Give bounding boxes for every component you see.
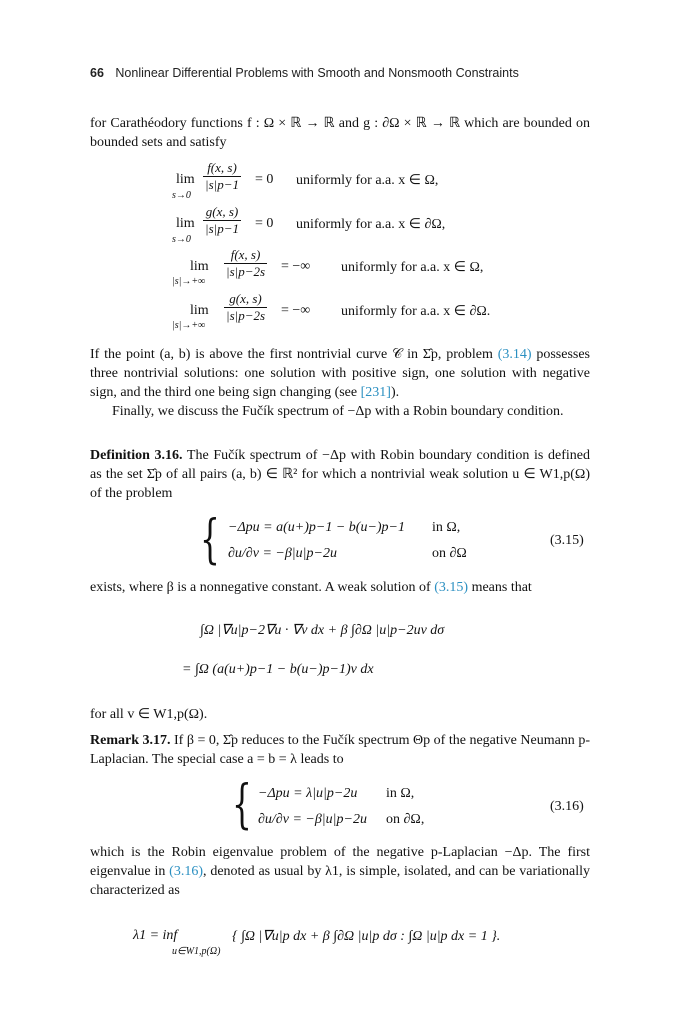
lim-under: s→0 <box>172 234 191 245</box>
definition-text: The Fučík spectrum of −Δp with Robin boundary condition is defined as the set Σ̂p of all pairs (a, b) ∈ ℝ² for which a nontrivial weak solution u ∈ W1,p(Ω) of the problem <box>90 448 590 501</box>
lim-relation: = 0 <box>255 172 274 187</box>
weak-line-1: ∫Ω |∇u|p−2∇u · ∇v dx + β ∫∂Ω |u|p−2uv dσ <box>200 623 445 638</box>
fraction-num: g(x, s) <box>229 291 262 306</box>
lim-relation: = −∞ <box>281 303 311 318</box>
paragraph-exists <box>90 578 590 597</box>
eq-domain-2: on ∂Ω, <box>386 812 425 827</box>
weak-line-2: = ∫Ω (a(u+)p−1 − b(u−)p−1)v dx <box>182 662 374 677</box>
left-brace: { <box>200 510 220 570</box>
page-number: 66 <box>90 66 104 80</box>
eq-domain-1: in Ω, <box>432 520 461 535</box>
eq-line-1: −Δpu = λ|u|p−2u <box>258 786 358 801</box>
lim-under: |s|→+∞ <box>172 276 206 287</box>
fraction-den: |s|p−2s <box>226 264 266 279</box>
fraction-num: f(x, s) <box>207 160 237 175</box>
eq-domain-1: in Ω, <box>386 786 415 801</box>
paragraph-forall: for all v ∈ W1,p(Ω). <box>90 707 208 722</box>
text-span: , denoted as usual by λ1, is simple, isolated, and can be variationally characterized as <box>90 864 590 898</box>
paragraph-curve <box>90 345 590 402</box>
text-span: which is the Robin eigenvalue problem of the negative p-Laplacian −Δp. The first eigenvalue in <box>90 845 590 879</box>
fraction-num: f(x, s) <box>230 247 261 262</box>
citation-link[interactable]: [231] <box>360 385 391 400</box>
lim-relation: = −∞ <box>281 259 311 274</box>
paragraph-finally: Finally, we discuss the Fučík spectrum of −Δp with a Robin boundary condition. <box>112 404 564 419</box>
eq-ref-link[interactable]: (3.14) <box>497 347 532 362</box>
text-span: exists, where β is a nonnegative constant. A weak solution of <box>90 580 435 595</box>
text-span: means that <box>468 580 532 595</box>
fraction-den: |s|p−1 <box>205 221 239 236</box>
lim-operator: lim <box>176 216 195 231</box>
equation-number: (3.15) <box>550 533 584 548</box>
running-head <box>90 66 519 80</box>
book-title: Nonlinear Differential Problems with Smooth and Nonsmooth Constraints <box>115 66 519 80</box>
lim-operator: lim <box>190 303 209 318</box>
eq-line-1: −Δpu = a(u+)p−1 − b(u−)p−1 <box>228 520 405 535</box>
definition-label: Definition 3.16. <box>90 448 183 463</box>
eq-ref-link[interactable]: (3.16) <box>169 864 203 879</box>
final-lhs: λ1 = inf <box>133 928 178 943</box>
lim-under: |s|→+∞ <box>172 320 206 331</box>
lim-condition: uniformly for a.a. x ∈ Ω, <box>296 173 439 188</box>
intro-paragraph: for Carathéodory functions f : Ω × ℝ → ℝ and g : ∂Ω × ℝ → ℝ which are bounded on bounded sets and satisfy <box>90 116 590 150</box>
lim-operator: lim <box>190 259 209 274</box>
lim-fraction <box>203 160 241 193</box>
remark-3-17 <box>90 731 590 769</box>
left-brace: { <box>232 775 252 835</box>
text-span: If the point (a, b) is above the first nontrivial curve 𝒞 in Σ̂p, problem <box>90 347 498 362</box>
final-body: { ∫Ω |∇u|p dx + β ∫∂Ω |u|p dσ : ∫Ω |u|p dx = 1 }. <box>232 929 501 944</box>
lim-under: s→0 <box>172 190 191 201</box>
lim-fraction <box>203 204 241 237</box>
lim-fraction <box>224 247 267 280</box>
paragraph-robin <box>90 843 590 900</box>
definition-3-16 <box>90 446 590 503</box>
text-span: ). <box>390 385 400 400</box>
eq-line-2: ∂u/∂ν = −β|u|p−2u <box>258 812 367 827</box>
lim-condition: uniformly for a.a. x ∈ Ω, <box>341 260 484 275</box>
lim-fraction <box>224 291 267 324</box>
fraction-den: |s|p−1 <box>205 177 239 192</box>
lim-operator: lim <box>176 172 195 187</box>
eq-line-2: ∂u/∂ν = −β|u|p−2u <box>228 546 337 561</box>
fraction-num: g(x, s) <box>205 204 239 219</box>
final-under: u∈W1,p(Ω) <box>172 946 221 957</box>
fraction-den: |s|p−2s <box>226 308 266 323</box>
lim-relation: = 0 <box>255 216 274 231</box>
eq-ref-link[interactable]: (3.15) <box>434 580 469 595</box>
text-span: possesses three nontrivial solutions: one solution with positive sign, one solution with negative sign, and the third one being sign changing (see <box>90 347 591 400</box>
remark-label: Remark 3.17. <box>90 733 171 748</box>
lim-condition: uniformly for a.a. x ∈ ∂Ω, <box>296 217 446 232</box>
eq-domain-2: on ∂Ω <box>432 546 467 561</box>
equation-number: (3.16) <box>550 799 584 814</box>
lim-condition: uniformly for a.a. x ∈ ∂Ω. <box>341 304 491 319</box>
remark-text: If β = 0, Σ̂p reduces to the Fučík spectrum Θp of the negative Neumann p-Laplacian. The special case a = b = λ leads to <box>90 733 590 767</box>
